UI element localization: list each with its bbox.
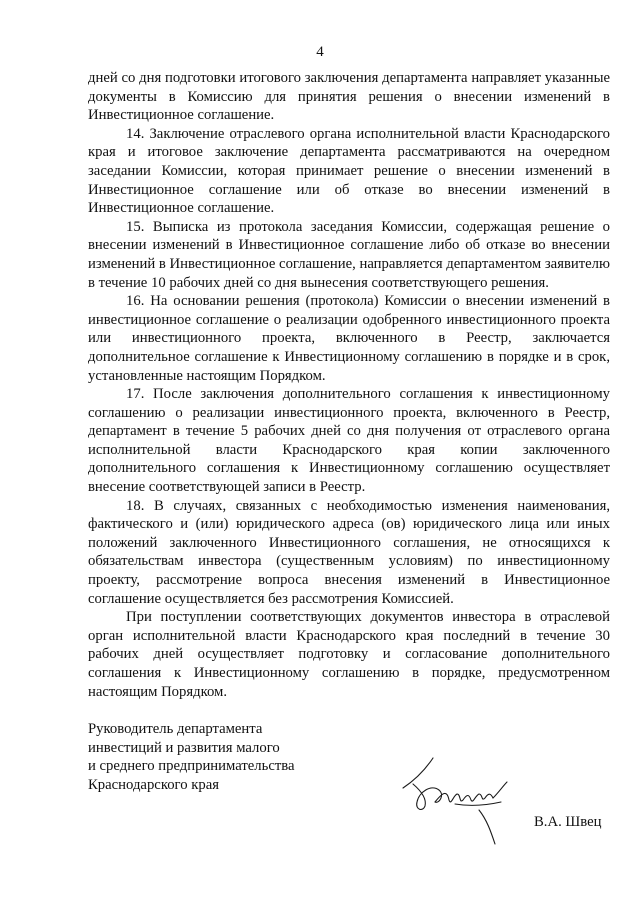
page-number: 4	[316, 44, 324, 60]
paragraph-15: 15. Выписка из протокола заседания Комиссии, содержащая решение о внесении изменений в Инвестиционное соглашение либо об отказе во внесении изменений в Инвестиционное соглашение, направляется департаментом заявителю в течение 10 рабочих дней со дня вынесения соответствующего решения.	[88, 218, 610, 291]
paragraph-18-continued: При поступлении соответствующих документов инвестора в отраслевой орган исполнительной власти Краснодарского края последний в течение 30 рабочих дней осуществляет подготовку и согласование дополнительного соглашения к Инвестиционному соглашению в порядке, предусмотренном настоящим Порядком.	[88, 609, 610, 700]
signatory-title-line: инвестиций и развития малого	[88, 739, 280, 756]
document-body	[88, 69, 610, 701]
handwritten-signature	[395, 740, 530, 850]
paragraph-17: 17. После заключения дополнительного соглашения к инвестиционному соглашению о реализации инвестиционного проекта, включенного в Реестр, департамент в течение 5 рабочих дней со дня получения от отраслевого органа исполнительной власти Краснодарского края копии заключенного дополнительного соглашения к Инвестиционному соглашению осуществляет внесение соответствующей записи в Реестр.	[88, 386, 610, 496]
paragraph-16: 16. На основании решения (протокола) Комиссии о внесении изменений в инвестиционное соглашение о реализации одобренного инвестиционного проекта или инвестиционного проекта, включенного в Реестр, заключается дополнительное соглашение к Инвестиционному соглашению в порядке и в срок, установленные настоящим Порядком.	[88, 293, 610, 384]
paragraph-14: 14. Заключение отраслевого органа исполнительной власти Краснодарского края и итоговое заключение департамента рассматриваются на очередном заседании Комиссии, которая принимает решение о внесении изменений в Инвестиционное соглашение или об отказе во внесении изменений в Инвестиционное соглашение.	[88, 125, 610, 217]
signatory-title-line: Руководитель департамента	[88, 721, 263, 737]
signatory-title-line: Краснодарского края	[88, 776, 219, 793]
signatory-name: В.А. Швец	[534, 814, 602, 830]
paragraph-18: 18. В случаях, связанных с необходимостью изменения наименования, фактического и (или) юридического адреса (ов) юридического лица или иных положений заключенного Инвестиционного соглашения, не относящихся к обязательствам инвестора (существенным условиям) по инвестиционному проекту, рассмотрение вопроса внесения изменений в Инвестиционное соглашение осуществляется без рассмотрения Комиссией.	[88, 497, 610, 607]
signatory-title	[88, 720, 295, 794]
paragraph-continued: дней со дня подготовки итогового заключения департамента направляет указанные документы в Комиссию для принятия решения о внесении изменений в Инвестиционное соглашение.	[88, 70, 610, 124]
signatory-title-line: и среднего предпринимательства	[88, 758, 295, 775]
